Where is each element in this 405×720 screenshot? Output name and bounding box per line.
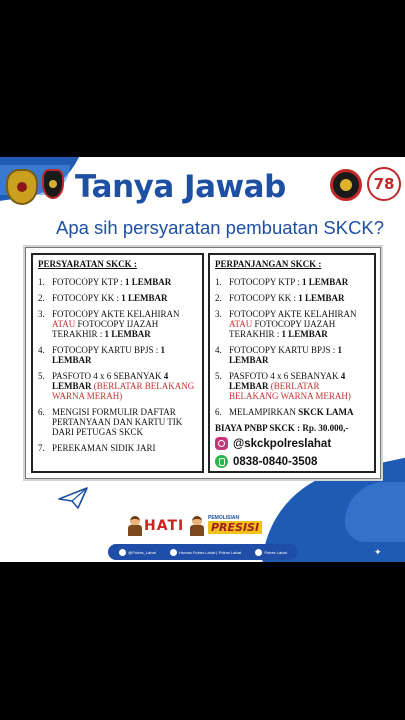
list-item: 3. FOTOCOPY AKTE KELAHIRAN ATAU FOTOCOPY IJAZAH TERAKHIR : 1 LEMBAR [215, 309, 357, 339]
list-item: 1. FOTOCOPY KTP : 1 LEMBAR [38, 277, 172, 287]
requirements-panel [25, 247, 381, 479]
instagram-handle[interactable]: @skckpolreslahat [233, 437, 332, 450]
instagram-contact[interactable] [215, 437, 370, 450]
twitter-icon [255, 549, 262, 556]
persyaratan-header: PERSYARATAN SKCK : [38, 259, 137, 269]
instagram-icon [215, 437, 228, 450]
polri-emblem-icon [6, 169, 38, 205]
poster-title: Tanya Jawab [75, 169, 286, 205]
bhayangkara-anniversary-icon: 78 [367, 167, 401, 201]
police-mascot-icon [128, 516, 142, 536]
social-facebook[interactable]: Humas Polres Lahat | Polres Lahat [170, 549, 241, 556]
persyaratan-column [31, 253, 204, 473]
sparkle-icon: ✦ [374, 548, 382, 558]
polres-shield-icon [42, 169, 64, 199]
social-instagram[interactable]: @Polres_Lahat [119, 549, 156, 556]
perpanjangan-column [208, 253, 376, 473]
list-item: 5. PASFOTO 4 x 6 SEBANYAK 4 LEMBAR (BERLATAR BELAKANG WARNA MERAH) [38, 371, 195, 401]
paper-plane-icon [58, 487, 88, 509]
police-mascot-icon [190, 516, 204, 536]
list-item: 2. FOTOCOPY KK : 1 LEMBAR [215, 293, 345, 303]
list-item: 7. PEREKAMAN SIDIK JARI [38, 443, 156, 453]
social-twitter[interactable]: Polres Lahat [255, 549, 286, 556]
list-item: 4. FOTOCOPY KARTU BPJS : 1 LEMBAR [215, 345, 342, 365]
poster-subtitle: Apa sih persyaratan pembuatan SKCK? [56, 217, 385, 238]
whatsapp-contact[interactable] [215, 455, 370, 468]
list-item: 1. FOTOCOPY KTP : 1 LEMBAR [215, 277, 349, 287]
facebook-icon [170, 549, 177, 556]
list-item: 6. MELAMPIRKAN SKCK LAMA [215, 407, 354, 417]
list-item: 4. FOTOCOPY KARTU BPJS : 1 LEMBAR [38, 345, 165, 365]
list-item: 2. FOTOCOPY KK : 1 LEMBAR [38, 293, 168, 303]
skck-info-poster [0, 157, 405, 562]
hati-logo: HATI [144, 518, 185, 534]
list-item: 5. PASFOTO 4 x 6 SEBANYAK 4 LEMBAR (BERLATAR BELAKANG WARNA MERAH) [215, 371, 351, 401]
perpanjangan-header: PERPANJANGAN SKCK : [215, 259, 322, 269]
reskrim-emblem-icon [330, 169, 362, 201]
phone-number[interactable]: 0838-0840-3508 [233, 455, 318, 468]
pnbp-fee: BIAYA PNBP SKCK : Rp. 30.000,- [215, 423, 349, 433]
list-item: 3. FOTOCOPY AKTE KELAHIRAN ATAU FOTOCOPY IJAZAH TERAKHIR : 1 LEMBAR [38, 309, 180, 339]
social-media-bar [108, 544, 298, 560]
list-item: 6. MENGISI FORMULIR DAFTAR PERTANYAAN DAN KARTU TIK DARI PETUGAS SKCK [38, 407, 183, 437]
presisi-logo: PEMOLISIAN PRESISI [208, 515, 274, 537]
instagram-icon [119, 549, 126, 556]
whatsapp-icon [215, 455, 228, 468]
